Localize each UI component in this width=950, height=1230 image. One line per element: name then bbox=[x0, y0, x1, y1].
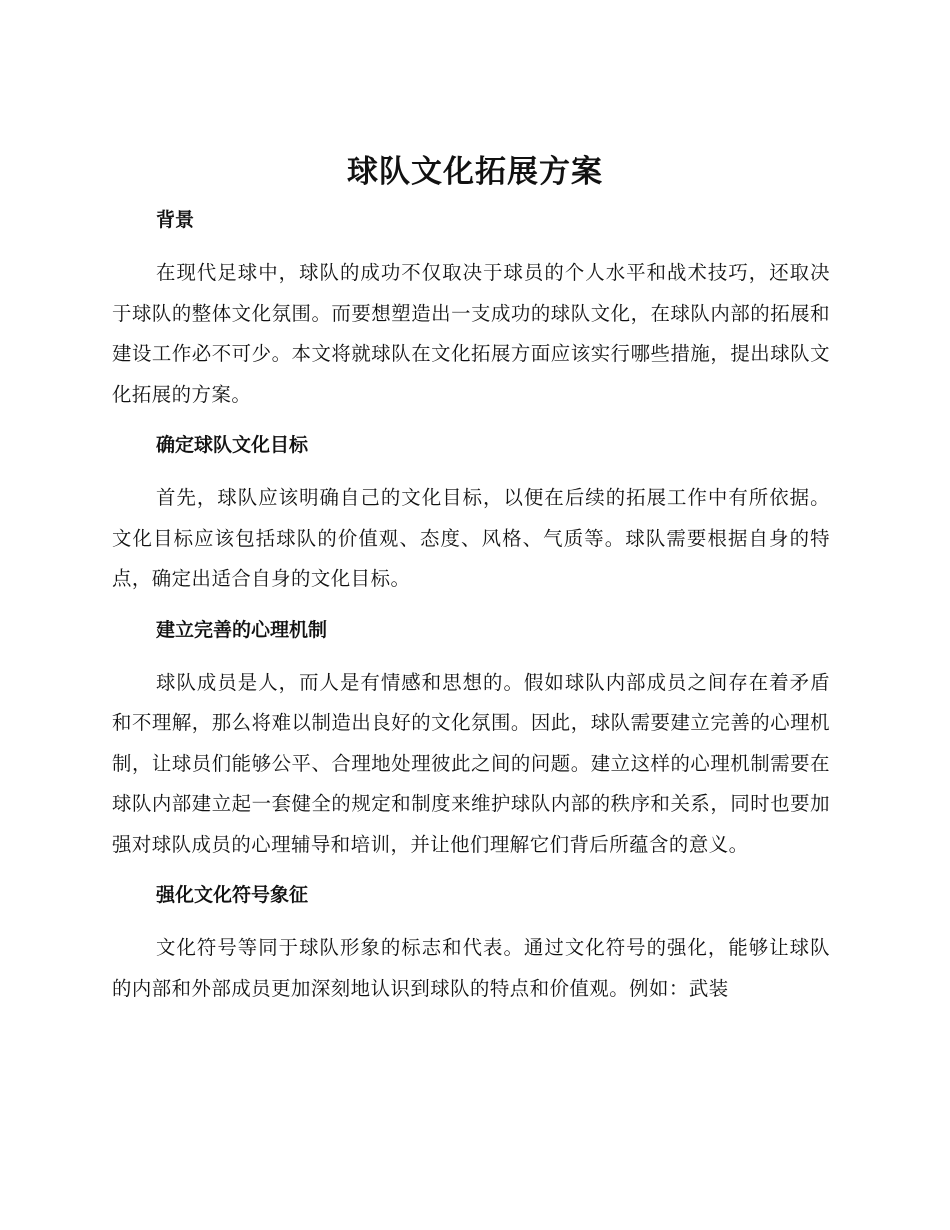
document-body bbox=[112, 200, 830, 1009]
section-heading: 背景 bbox=[156, 209, 195, 231]
section-paragraph: 文化符号等同于球队形象的标志和代表。通过文化符号的强化，能够让球队的内部和外部成员更加深刻地认识到球队的特点和价值观。例如：武装 bbox=[112, 936, 830, 1000]
section-paragraph: 球队成员是人，而人是有情感和思想的。假如球队内部成员之间存在着矛盾和不理解，那么将难以制造出良好的文化氛围。因此，球队需要建立完善的心理机制，让球员们能够公平、合理地处理彼此之间的问题。建立这样的心理机制需要在球队内部建立起一套健全的规定和制度来维护球队内部的秩序和关系，同时也要加强对球队成员的心理辅导和培训，并让他们理解它们背后所蕴含的意义。 bbox=[112, 670, 830, 856]
section-background bbox=[112, 200, 830, 415]
section-heading: 建立完善的心理机制 bbox=[156, 618, 328, 641]
section-culture-goals bbox=[112, 425, 830, 600]
document-title: 球队文化拓展方案 bbox=[347, 154, 603, 190]
section-heading: 确定球队文化目标 bbox=[156, 434, 309, 456]
section-paragraph: 首先，球队应该明确自己的文化目标，以便在后续的拓展工作中有所依据。文化目标应该包括球队的价值观、态度、风格、气质等。球队需要根据自身的特点，确定出适合自身的文化目标。 bbox=[112, 486, 830, 590]
section-cultural-symbols bbox=[112, 875, 830, 1009]
section-heading: 强化文化符号象征 bbox=[156, 884, 309, 906]
section-psychological-mechanism bbox=[112, 610, 830, 866]
section-paragraph: 在现代足球中，球队的成功不仅取决于球员的个人水平和战术技巧，还取决于球队的整体文化氛围。而要想塑造出一支成功的球队文化，在球队内部的拓展和建设工作必不可少。本文将就球队在文化拓展方面应该实行哪些措施，提出球队文化拓展的方案。 bbox=[112, 261, 830, 406]
